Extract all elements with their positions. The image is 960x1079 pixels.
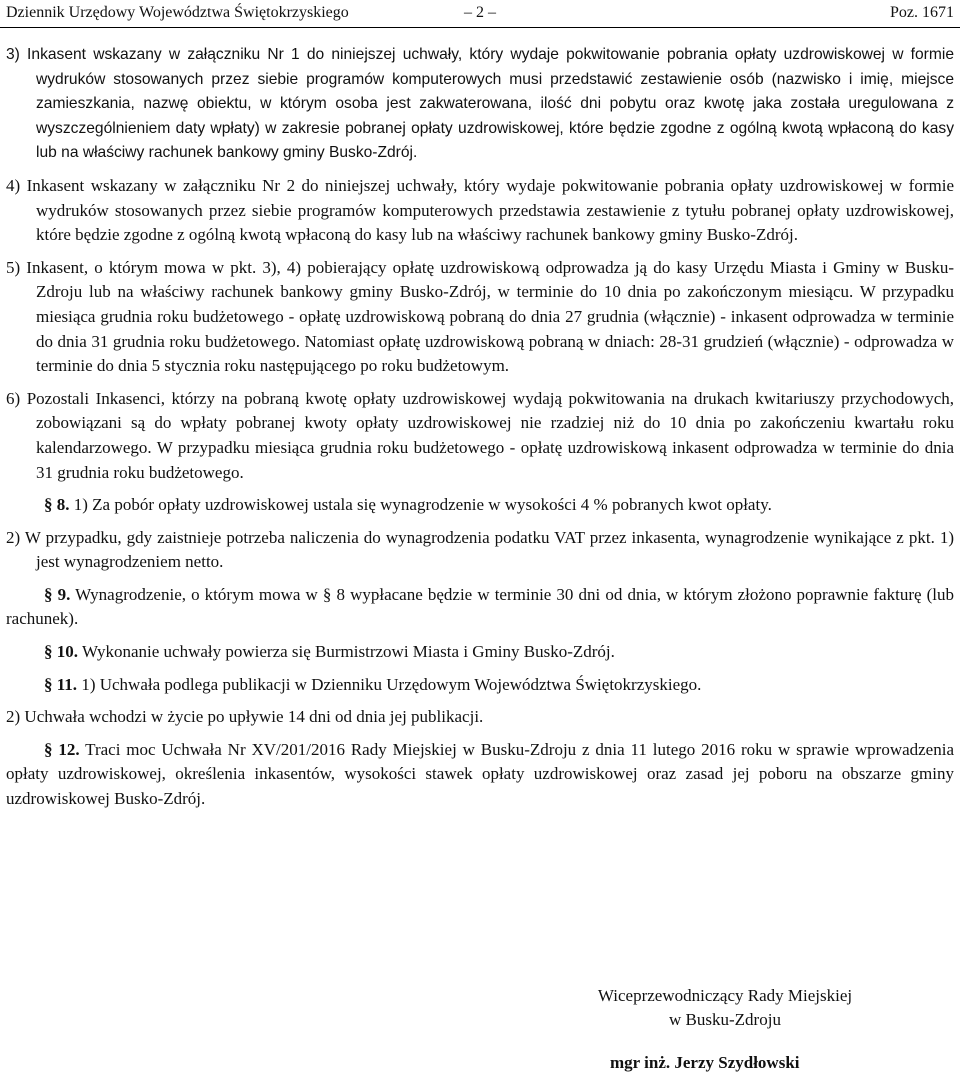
page-marker: – 2 – [464,4,496,21]
section-9-text: Wynagrodzenie, o którym mowa w § 8 wypłacane będzie w terminie 30 dni od dnia, w którym złożono poprawnie fakturę (lub rachunek). [6,584,955,629]
paragraph-3: 3) Inkasent wskazany w załączniku Nr 1 do niniejszej uchwały, który wydaje pokwitowanie pobrania opłaty uzdrowiskowej w formie wydruków stosowanych przez siebie programów komputerowych musi przedstawić zestawienie osób (nazwisko i imię, miejsce zamieszkania, nazwę obiektu, w którym osoba jest zakwaterowana, ilość dni pobytu oraz kwotę jaka została uregulowana z wyszczególnieniem daty wpłaty) w zakresie pobranej opłaty uzdrowiskowej, które będzie zgodne z ogólną kwotą wpłaconą do kasy lub na właściwy rachunek bankowy gminy Busko-Zdrój. [6,46,954,162]
document-body [6,43,954,820]
section-12-text: Traci moc Uchwała Nr XV/201/2016 Rady Miejskiej w Busku-Zdroju z dnia 11 lutego 2016 roku w sprawie wprowadzenia opłaty uzdrowiskowej, określenia inkasentów, wysokości stawek opłaty uzdrowiskowej oraz zasad jej poboru na obszarze gminy uzdrowiskowej Busko-Zdrój. [6,739,954,809]
signatory-name: mgr inż. Jerzy Szydłowski [610,1053,800,1072]
paragraph-5: 5) Inkasent, o którym mowa w pkt. 3), 4) pobierający opłatę uzdrowiskową odprowadza ją do kasy Urzędu Miasta i Gminy w Busku-Zdroju lub na właściwy rachunek bankowy gminy Busko-Zdrój, w terminie do 10 dnia po zakończonym miesiącu. W przypadku miesiąca grudnia roku budżetowego - opłatę uzdrowiskową pobraną do dnia 27 grudnia (włącznie) - inkasent odprowadza w terminie do dnia 31 grudnia roku budżetowego. Natomiast opłatę uzdrowiskową pobraną w dniach: 28-31 grudzień (włącznie) - odprowadza w terminie do dnia 5 stycznia roku następującego po roku budżetowym. [6,257,954,376]
section-11-point-2: 2) Uchwała wchodzi w życie po upływie 14 dni od dnia jej publikacji. [6,707,484,727]
page-header [6,2,954,26]
section-11 [6,673,954,698]
journal-title: Dziennik Urzędowy Województwa Świętokrzyskiego [6,4,349,21]
section-12-label: § 12. [44,739,80,759]
section-8-label: § 8. [44,495,70,515]
header-divider [0,27,960,28]
section-12 [6,738,954,812]
position-number: Poz. 1671 [890,4,954,21]
section-8-point-2: 2) W przypadku, gdy zaistnieje potrzeba naliczenia do wynagrodzenia podatku VAT przez inkasenta, wynagrodzenie wynikające z pkt. 1) jest wynagrodzeniem netto. [6,527,954,572]
section-9 [6,583,954,632]
signature-title-line-2: w Busku-Zdroju [669,1010,781,1029]
section-8-text: 1) Za pobór opłaty uzdrowiskowej ustala się wynagrodzenie w wysokości 4 % pobranych kwot opłaty. [69,495,772,515]
paragraph-6: 6) Pozostali Inkasenci, którzy na pobraną kwotę opłaty uzdrowiskowej wydają pokwitowania na drukach kwitariuszy przychodowych, zobowiązani są do wpłaty pobranej kwoty opłaty uzdrowiskowej nie rzadziej niż do 10 dnia po zakończeniu kwartału roku kalendarzowego. W przypadku miesiąca grudnia roku budżetowego - opłatę uzdrowiskową inkasent odprowadza w terminie do dnia 31 grudnia roku budżetowego. [6,388,954,482]
section-10 [6,640,954,665]
paragraph-4: 4) Inkasent wskazany w załączniku Nr 2 do niniejszej uchwały, który wydaje pokwitowanie pobrania opłaty uzdrowiskowej w formie wydruków stosowanych przez siebie programów komputerowych przedstawia zestawienie z tytułu pobranej opłaty uzdrowiskowej, które będzie zgodne z ogólną kwotą wpłaconą do kasy lub na właściwy rachunek bankowy gminy Busko-Zdrój. [6,175,954,245]
section-10-text: Wykonanie uchwały powierza się Burmistrzowi Miasta i Gminy Busko-Zdrój. [78,642,615,662]
section-11-text: 1) Uchwała podlega publikacji w Dzienniku Urzędowym Województwa Świętokrzyskiego. [77,674,702,694]
section-10-label: § 10. [44,642,78,662]
section-9-label: § 9. [44,584,71,604]
signature-title-line-1: Wiceprzewodniczący Rady Miejskiej [597,986,853,1005]
section-8 [6,493,954,518]
section-11-label: § 11. [44,674,78,694]
